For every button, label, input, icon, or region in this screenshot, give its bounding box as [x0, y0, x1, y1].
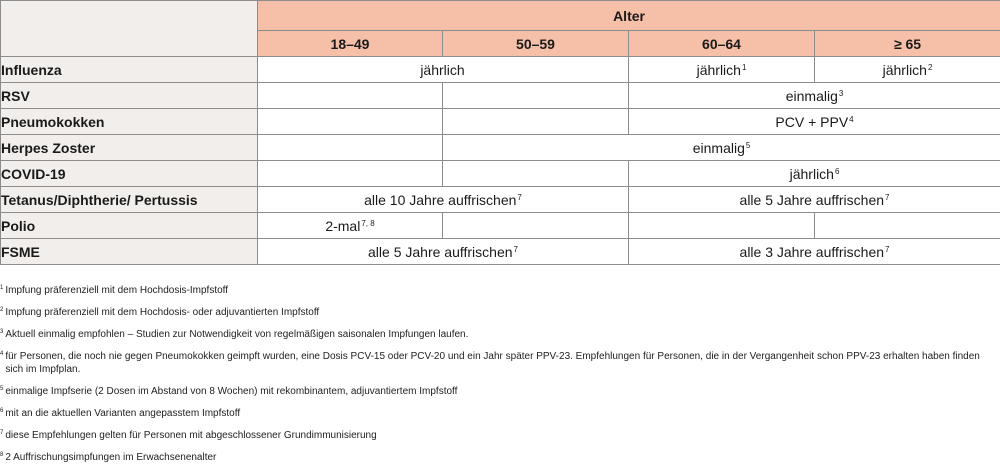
- table-cell: [629, 213, 815, 239]
- table-cell: jährlich$^2$: [815, 57, 1000, 83]
- row-label: RSV: [1, 83, 258, 109]
- footnote: 1 Impfung präferenziell mit dem Hochdosis-Impfstoff: [0, 284, 1000, 297]
- row-label: COVID-19: [1, 161, 258, 187]
- table-cell: alle 5 Jahre auffrischen$^7$: [258, 239, 629, 265]
- table-cell: [443, 161, 629, 187]
- table-cell: [443, 83, 629, 109]
- footnotes: [0, 284, 1000, 473]
- footnote: 2 Impfung präferenziell mit dem Hochdosis- oder adjuvantierten Impfstoff: [0, 306, 1000, 319]
- table-row-tetanus: [1, 187, 1000, 213]
- table-row-covid-19: [1, 161, 1000, 187]
- table-cell: alle 5 Jahre auffrischen$^7$: [629, 187, 1000, 213]
- footnote: 3 Aktuell einmalig empfohlen – Studien zur Notwendigkeit von regelmäßigen saisonalen Impfungen laufen.: [0, 328, 1000, 341]
- table-cell: jährlich$^1$: [629, 57, 815, 83]
- table-cell: alle 10 Jahre auffrischen$^7$: [258, 187, 629, 213]
- table-cell: einmalig$^3$: [629, 83, 1000, 109]
- age-col-60-64: 60–64: [629, 31, 815, 57]
- table-cell: 2-mal$^{7, 8}$: [258, 213, 443, 239]
- footnote: 4 für Personen, die noch nie gegen Pneumokokken geimpft wurden, eine Dosis PCV-15 oder PCV-20 und ein Jahr später PPV-23. Empfehlungen für Personen, die in der Vergangenheit schon PPV-23 erhalten haben finden sich im Impfplan.: [0, 350, 1000, 376]
- table-cell: [443, 213, 629, 239]
- footnote: 8 2 Auffrischungsimpfungen im Erwachsenenalter: [0, 451, 1000, 464]
- footnote: 7 diese Empfehlungen gelten für Personen mit abgeschlossener Grundimmunisierung: [0, 429, 1000, 442]
- table-row-polio: [1, 213, 1000, 239]
- table-cell: [815, 213, 1000, 239]
- table-row-herpes-zoster: [1, 135, 1000, 161]
- row-label: Polio: [1, 213, 258, 239]
- table-row-fsme: [1, 239, 1000, 265]
- table-cell: jährlich$^6$: [629, 161, 1000, 187]
- row-label: Tetanus/Diphtherie/ Pertussis: [1, 187, 258, 213]
- table-cell: [258, 161, 443, 187]
- age-col-65-plus: ≥ 65: [815, 31, 1000, 57]
- table-row-influenza: [1, 57, 1000, 83]
- table-cell: jährlich: [258, 57, 629, 83]
- age-group-header: Alter: [258, 1, 1000, 31]
- age-col-50-59: 50–59: [443, 31, 629, 57]
- table-cell: [258, 135, 443, 161]
- table-cell: [258, 109, 443, 135]
- header-row-group: [1, 1, 1000, 31]
- row-label: Pneumokokken: [1, 109, 258, 135]
- table-cell: [443, 109, 629, 135]
- table-row-rsv: [1, 83, 1000, 109]
- table-cell: [258, 83, 443, 109]
- table-cell: alle 3 Jahre auffrischen$^7$: [629, 239, 1000, 265]
- table-row-pneumokokken: [1, 109, 1000, 135]
- row-label: FSME: [1, 239, 258, 265]
- footnote: 5 einmalige Impfserie (2 Dosen im Abstand von 8 Wochen) mit rekombinantem, adjuvantiertem Impfstoff: [0, 385, 1000, 398]
- footnote: 6 mit an die aktuellen Varianten angepasstem Impfstoff: [0, 407, 1000, 420]
- header-corner-cell: [1, 1, 258, 57]
- row-label: Herpes Zoster: [1, 135, 258, 161]
- age-col-18-49: 18–49: [258, 31, 443, 57]
- table-cell: PCV + $PPV^4$: [629, 109, 1000, 135]
- row-label: Influenza: [1, 57, 258, 83]
- table-cell: einmalig$^5$: [443, 135, 1000, 161]
